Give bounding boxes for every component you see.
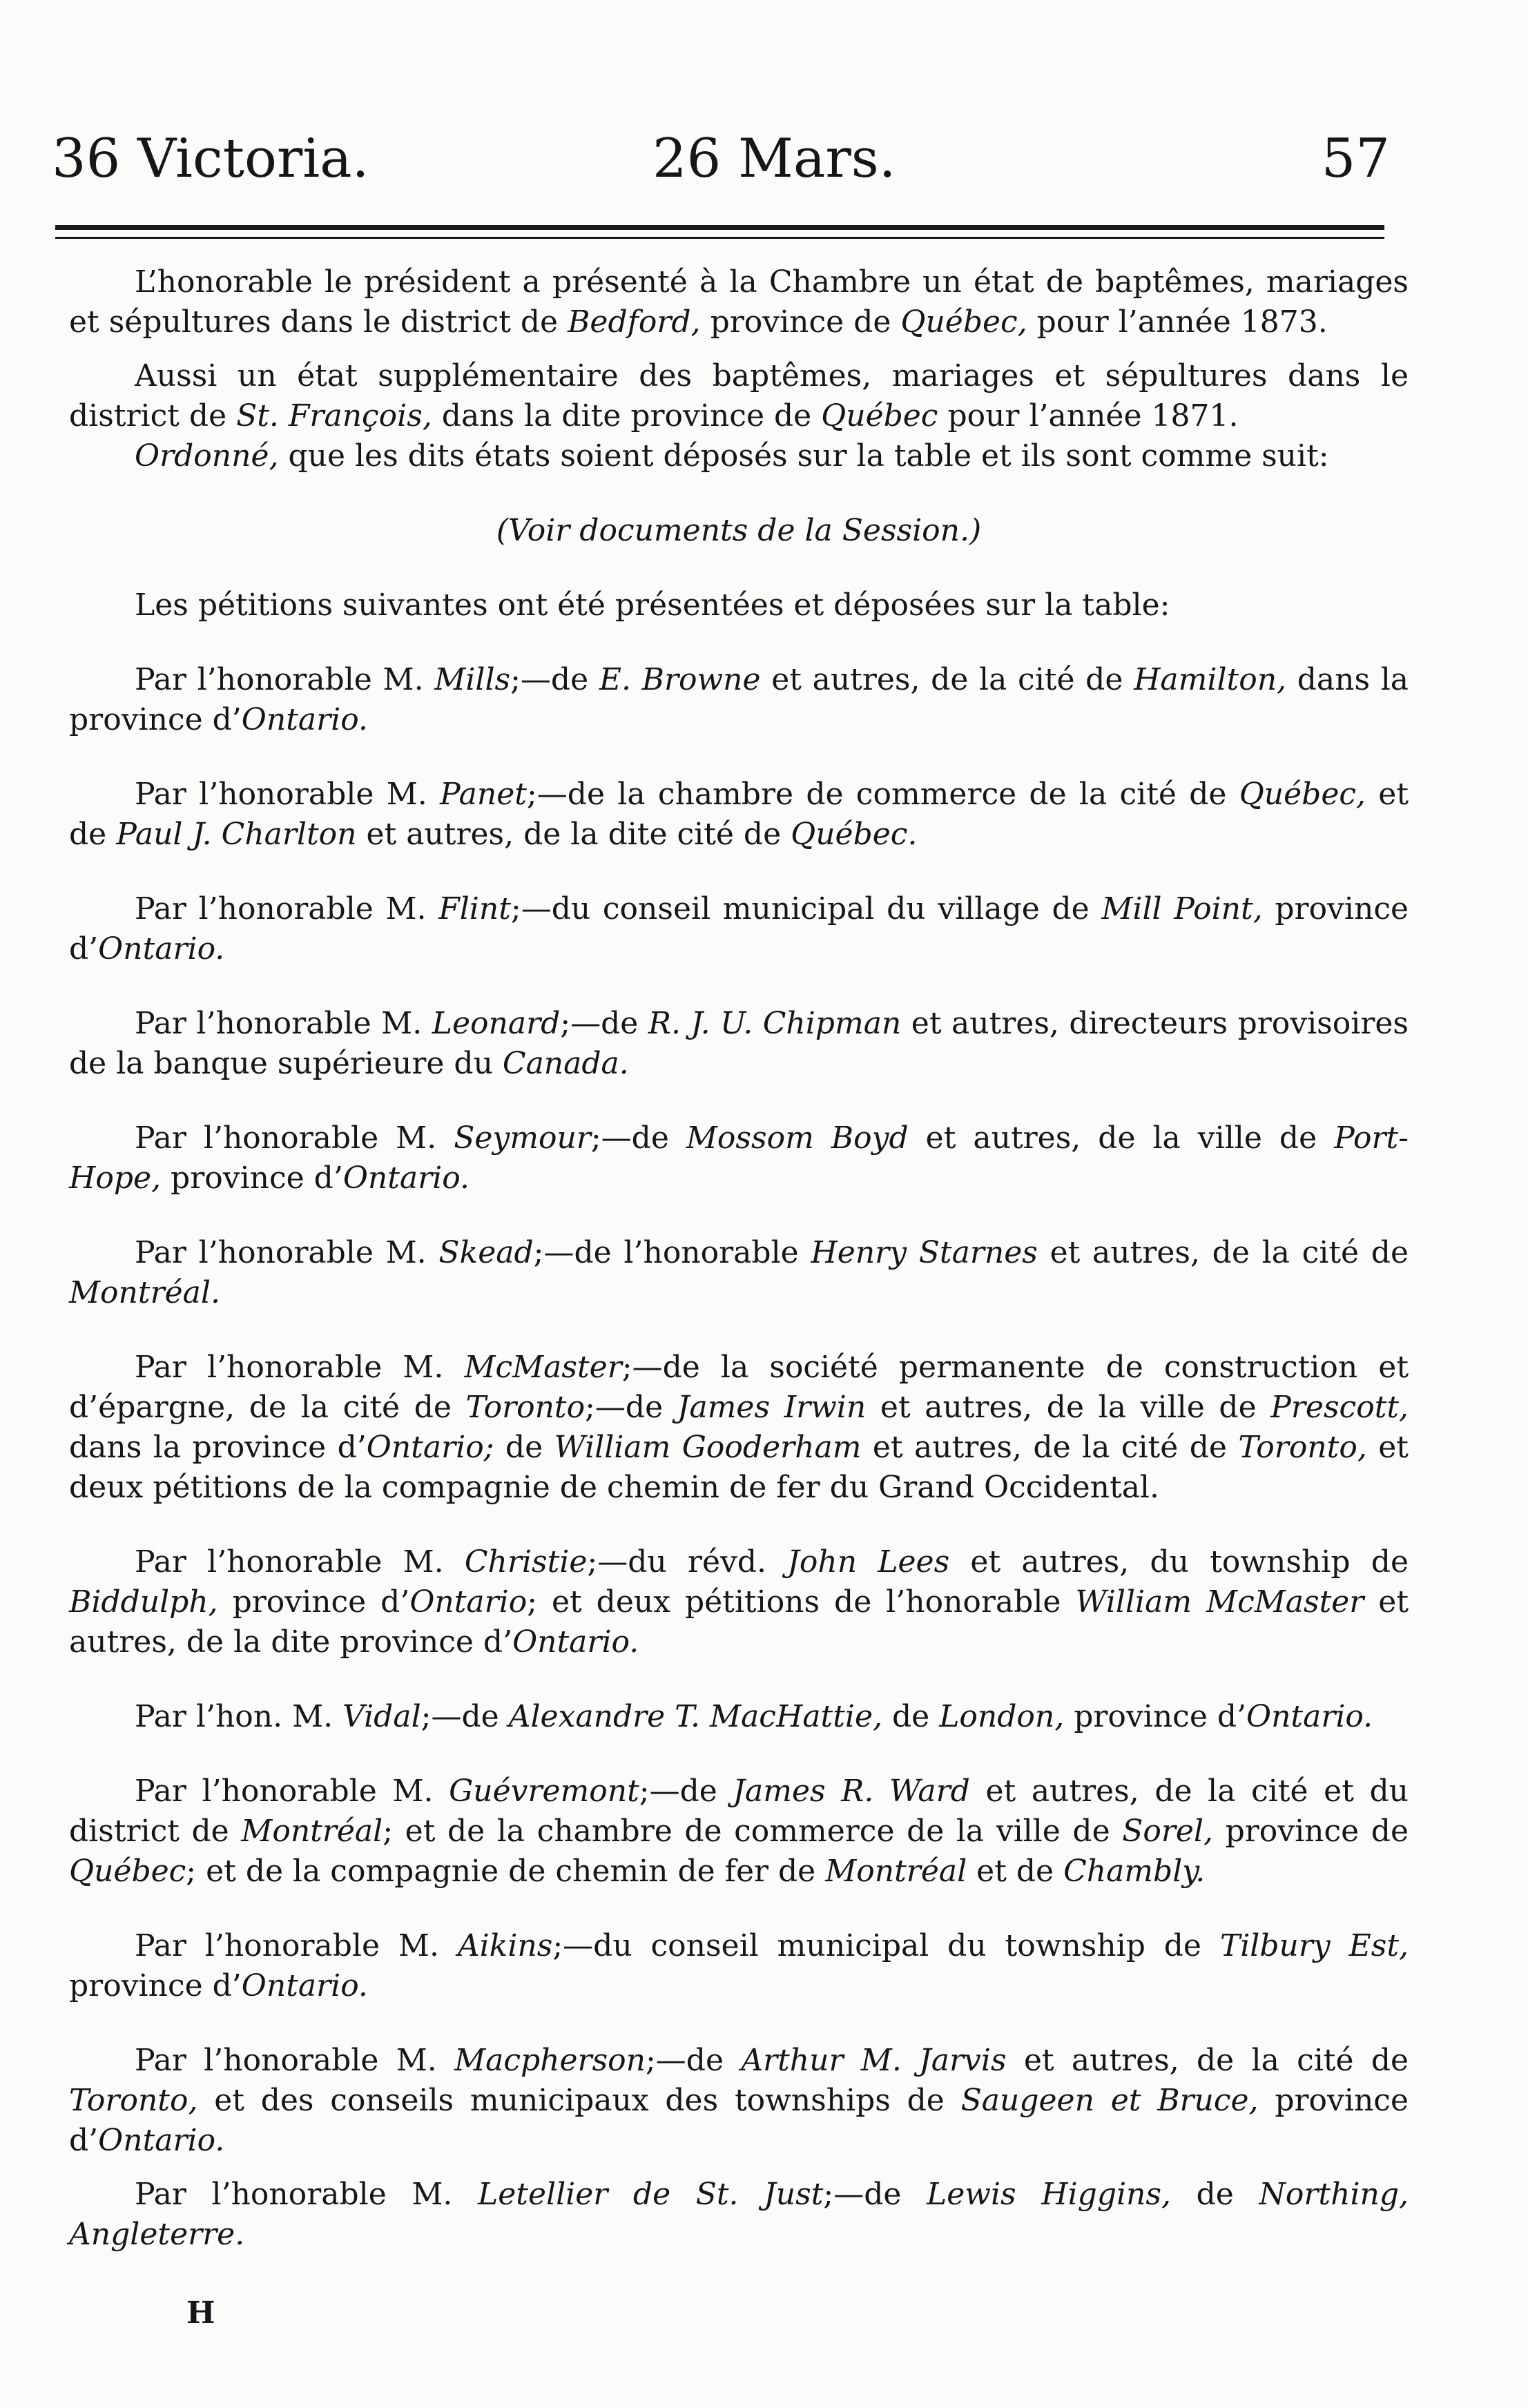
petition-seymour — [69, 1118, 1409, 1198]
member-name: Leonard — [432, 1006, 561, 1041]
text: et autres, de la cité et du district de — [69, 1774, 1409, 1849]
petition-panet — [69, 775, 1409, 855]
text: et autres, de la cité de — [760, 662, 1134, 697]
petition-leonard — [69, 1004, 1409, 1084]
text: et autres, du township de — [949, 1544, 1409, 1580]
text: et autres, de la ville de — [866, 1390, 1271, 1425]
text: Par l’honorable M. — [135, 2043, 455, 2078]
place-name: Ontario — [409, 1584, 528, 1620]
text: Par l’honorable M. — [135, 2177, 478, 2212]
place-name: Ontario; — [366, 1430, 494, 1465]
text: Par l’honorable M. — [135, 891, 439, 926]
text: Les pétitions suivantes ont été présentées et déposées sur la table: — [135, 588, 1170, 623]
text: province d’ — [69, 891, 1409, 967]
paragraph-supplementary-statement — [69, 356, 1409, 436]
text: province d’ — [69, 2083, 1409, 2158]
place-name: Ontario. — [1246, 1699, 1373, 1734]
place-name: Montréal — [825, 1854, 967, 1889]
place-name: London, — [939, 1699, 1065, 1734]
text: que les dits états soient déposés sur la table et ils sont comme suit: — [278, 438, 1329, 474]
text: ;—de la chambre de commerce de la cité de — [526, 777, 1239, 812]
petitioner-name: James Irwin — [677, 1390, 867, 1425]
page-number: 57 — [1321, 128, 1390, 190]
text: et autres, de la dite cité de — [356, 817, 791, 852]
order-keyword: Ordonné, — [135, 438, 279, 474]
place-name: Ontario. — [512, 1624, 639, 1660]
text: pour l’année 1871. — [938, 398, 1239, 434]
text: dans la dite province de — [432, 398, 822, 434]
petition-skead — [69, 1233, 1409, 1313]
member-name: Skead — [438, 1235, 534, 1270]
petitioner-name: R. J. U. Chipman — [648, 1006, 902, 1041]
place-name: Montréal — [241, 1814, 383, 1849]
place-name: Hamilton, — [1134, 662, 1287, 697]
text: ;—de l’honorable — [533, 1235, 811, 1270]
petition-flint — [69, 889, 1409, 969]
member-name: Seymour — [454, 1120, 591, 1156]
place-name: Ontario. — [98, 931, 225, 967]
place-name: Port-Hope, — [69, 1120, 1409, 1196]
text: province d’ — [161, 1161, 343, 1196]
text: dans la province d’ — [69, 662, 1409, 737]
text: province d’ — [217, 1584, 410, 1620]
text: ;—de — [420, 1699, 509, 1734]
place-name: Mill Point, — [1101, 891, 1263, 926]
session-documents-note — [69, 511, 1409, 551]
text: et deux pétitions de la compagnie de chemin de fer du Grand Occidental. — [69, 1430, 1409, 1505]
petition-christie — [69, 1542, 1409, 1662]
text: Par l’honorable M. — [135, 777, 441, 812]
text: de — [494, 1430, 554, 1465]
text: ;—de — [823, 2177, 927, 2212]
petition-mills — [69, 660, 1409, 740]
text: Par l’honorable M. — [135, 1774, 449, 1809]
petitioner-name: Mossom Boyd — [686, 1120, 909, 1156]
place-name: Tilbury Est, — [1219, 1928, 1409, 1963]
member-name: Aikins — [457, 1928, 553, 1963]
place-name: Québec — [821, 398, 938, 434]
petition-mcmaster — [69, 1348, 1409, 1508]
petitioner-name: Paul J. Charlton — [116, 817, 357, 852]
text: ;—du révd. — [587, 1544, 788, 1580]
place-name: Montréal. — [69, 1275, 220, 1310]
member-name: Panet — [440, 777, 527, 812]
text: ;—de — [590, 1120, 686, 1156]
text: et autres, de la dite province d’ — [69, 1584, 1409, 1660]
petition-macpherson — [69, 2041, 1409, 2161]
place-name: Québec. — [791, 817, 918, 852]
petitioner-name: E. Browne — [599, 662, 761, 697]
text: province d’ — [69, 1968, 242, 2003]
place-name: Bedford, — [568, 304, 701, 340]
text: Par l’honorable M. — [135, 662, 435, 697]
petitioner-name: Lewis Higgins, — [927, 2177, 1171, 2212]
text: de — [1170, 2177, 1259, 2212]
member-name: Letellier de St. Just — [478, 2177, 824, 2212]
text: et autres, de la ville de — [908, 1120, 1335, 1156]
place-name: Québec, — [1239, 777, 1366, 812]
text: Par l’honorable M. — [135, 1544, 465, 1580]
petitioner-name: Henry Starnes — [811, 1235, 1038, 1270]
text: ;—de — [585, 1390, 677, 1425]
text: Par l’honorable M. — [135, 1006, 432, 1041]
petitioner-name: William Gooderham — [554, 1430, 862, 1465]
text: ; et deux pétitions de l’honorable — [527, 1584, 1076, 1620]
text: Par l’hon. M. — [135, 1699, 343, 1734]
text: Par l’honorable M. — [135, 1928, 458, 1963]
petition-letellier — [69, 2175, 1409, 2255]
text: ;—de — [510, 662, 599, 697]
place-name: Sorel, — [1122, 1814, 1213, 1849]
text: de — [882, 1699, 940, 1734]
member-name: Christie — [464, 1544, 588, 1580]
member-name: Guévremont — [449, 1774, 639, 1809]
document-body — [69, 262, 1409, 2255]
place-name: Canada. — [502, 1046, 629, 1081]
header-rule-thick — [55, 225, 1384, 230]
text: et autres, de la cité de — [1006, 2043, 1409, 2078]
petitioner-name: Arthur M. Jarvis — [741, 2043, 1007, 2078]
text: ;—de — [645, 2043, 742, 2078]
place-name: Chambly. — [1063, 1854, 1206, 1889]
text: dans la province d’ — [69, 1430, 367, 1465]
text: ; et de la compagnie de chemin de fer de — [186, 1854, 826, 1889]
place-name: Prescott, — [1270, 1390, 1409, 1425]
place-name: Ontario. — [342, 1161, 470, 1196]
place-name: Québec, — [900, 304, 1027, 340]
header-rule-thin — [55, 237, 1384, 239]
text: Aussi un état supplémentaire des baptêmes, mariages et sépultures dans le district de — [69, 358, 1409, 434]
petition-aikins — [69, 1926, 1409, 2006]
petitioner-name: William McMaster — [1075, 1584, 1364, 1620]
member-name: Mills — [434, 662, 511, 697]
place-name: Toronto — [465, 1390, 586, 1425]
date-label: 26 Mars. — [652, 128, 896, 190]
place-name: Biddulph, — [69, 1584, 218, 1620]
signature-mark: H — [186, 2295, 215, 2331]
text: Par l’honorable M. — [135, 1350, 465, 1385]
text: ;—du conseil municipal du village de — [510, 891, 1102, 926]
text: province de — [1212, 1814, 1409, 1849]
member-name: Macpherson — [454, 2043, 646, 2078]
text: ;—de la société permanente de construction et d’épargne, de la cité de — [69, 1350, 1409, 1425]
text: et des conseils municipaux des townships de — [197, 2083, 961, 2118]
text: ;—de — [639, 1774, 733, 1809]
text: Par l’honorable M. — [135, 1235, 439, 1270]
petition-guevremont — [69, 1771, 1409, 1892]
text: ; et de la chambre de commerce de la ville de — [383, 1814, 1123, 1849]
text: province de — [700, 304, 901, 340]
member-name: Vidal — [342, 1699, 421, 1734]
text: et autres, de la cité de — [861, 1430, 1239, 1465]
text: Par l’honorable M. — [135, 1120, 454, 1156]
session-label: 36 Victoria. — [52, 128, 369, 190]
petition-vidal — [69, 1697, 1409, 1737]
place-name: Ontario. — [241, 702, 368, 737]
text: et autres, directeurs provisoires de la banque supérieure du — [69, 1006, 1409, 1081]
petitioner-name: Alexandre T. MacHattie, — [508, 1699, 883, 1734]
paragraph-order — [69, 436, 1409, 476]
paragraph-president-statement — [69, 262, 1409, 342]
text: et de — [69, 777, 1409, 852]
text: ;—de — [560, 1006, 648, 1041]
petitioner-name: James R. Ward — [733, 1774, 970, 1809]
text: et autres, de la cité de — [1037, 1235, 1409, 1270]
member-name: Flint — [438, 891, 511, 926]
text: province d’ — [1064, 1699, 1246, 1734]
petitioner-name: John Lees — [787, 1544, 950, 1580]
place-name: Toronto, — [69, 2083, 198, 2118]
place-name: Northing, — [1259, 2177, 1409, 2212]
text: pour l’année 1873. — [1027, 304, 1328, 340]
place-name: Angleterre. — [69, 2217, 245, 2252]
text: L’honorable le président a présenté à la Chambre un état de baptêmes, mariages et sépultures dans le district de — [69, 264, 1409, 340]
place-name: Ontario. — [98, 2123, 225, 2158]
place-name: Québec — [69, 1854, 186, 1889]
place-name: Toronto, — [1238, 1430, 1367, 1465]
text: et de — [967, 1854, 1064, 1889]
place-name: St. François, — [236, 398, 432, 434]
place-name: Saugeen et Bruce, — [960, 2083, 1259, 2118]
member-name: McMaster — [464, 1350, 622, 1385]
note-text: (Voir documents de la Session.) — [496, 513, 982, 548]
page-header — [52, 121, 1390, 197]
place-name: Ontario. — [241, 1968, 368, 2003]
text: ;—du conseil municipal du township de — [552, 1928, 1220, 1963]
petitions-intro — [69, 585, 1409, 625]
